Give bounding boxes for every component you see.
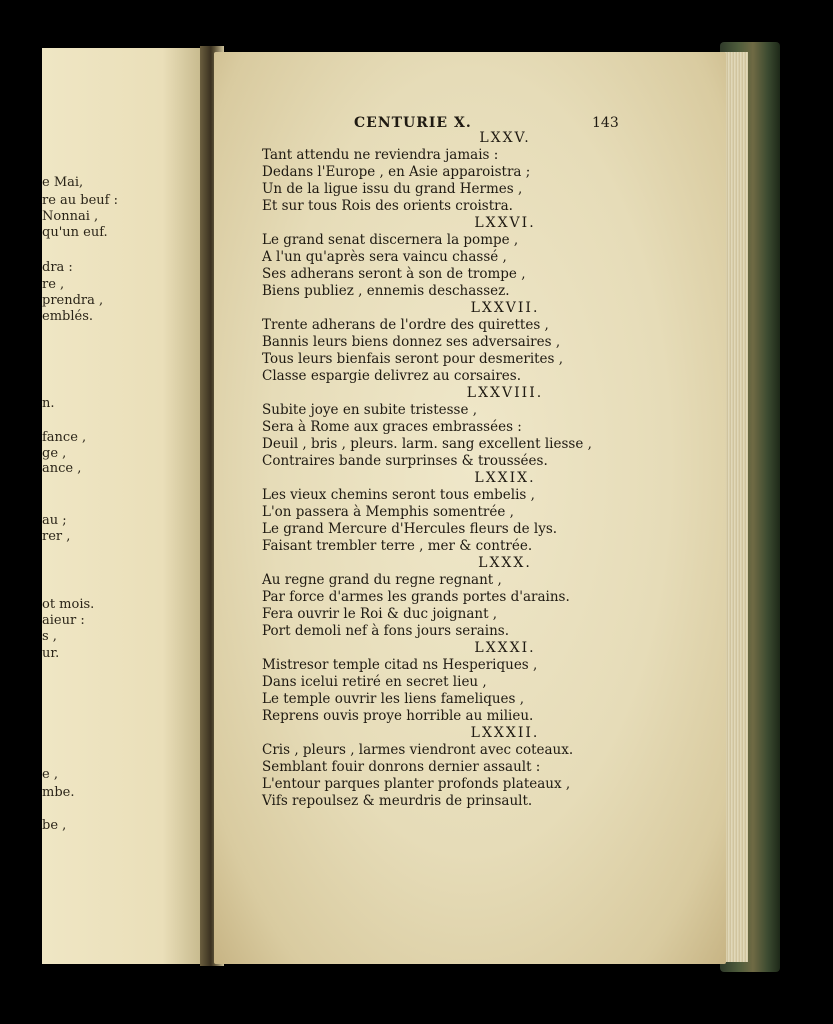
left-page-fragment: ance ,	[42, 461, 82, 476]
verse-line: Classe espargie delivrez au corsaires.	[262, 368, 522, 384]
left-page-fragment: aieur :	[42, 613, 85, 628]
quatrain-numeral: LXXIX.	[474, 470, 536, 486]
verse-line: Les vieux chemins seront tous embelis ,	[262, 487, 535, 503]
left-page-fragment: fance ,	[42, 430, 87, 445]
quatrain-numeral: LXXV.	[479, 130, 531, 146]
verse-line: Le temple ouvrir les liens fameliques ,	[262, 691, 525, 707]
verse-line: Fera ouvrir le Roi & duc joignant ,	[262, 606, 498, 622]
left-page-fragment: prendra ,	[42, 293, 104, 308]
verse-line: Dans icelui retiré en secret lieu ,	[262, 674, 487, 690]
left-page-fragment: re ,	[42, 277, 65, 292]
verse-line: Sera à Rome aux graces embrassées :	[262, 419, 522, 435]
verse-line: L'entour parques planter profonds plateaux ,	[262, 776, 571, 792]
verse-line: Reprens ouvis proye horrible au milieu.	[262, 708, 534, 724]
quatrain-numeral: LXXVII.	[470, 300, 540, 316]
quatrain-numeral: LXXVIII.	[466, 385, 544, 401]
verse-line: Subite joye en subite tristesse ,	[262, 402, 478, 418]
verse-line: Tant attendu ne reviendra jamais :	[262, 147, 499, 163]
verse-line: Tous leurs bienfais seront pour desmerites ,	[262, 351, 564, 367]
running-head: CENTURIE X.	[354, 115, 472, 131]
verse-line: Port demoli nef à fons jours serains.	[262, 623, 510, 639]
left-page-fragment: au ;	[42, 513, 67, 528]
left-page-fragment: ot mois.	[42, 597, 95, 612]
verse-line: Dedans l'Europe , en Asie apparoistra ;	[262, 164, 531, 180]
left-page-fragment: qu'un euf.	[42, 225, 108, 240]
quatrain-numeral: LXXX.	[478, 555, 532, 571]
verse-line: Deuil , bris , pleurs. larm. sang excellent liesse ,	[262, 436, 592, 452]
left-page-fragment: e Mai,	[42, 175, 84, 190]
left-page-fragment: re au beuf :	[42, 193, 119, 208]
verse-line: Un de la ligue issu du grand Hermes ,	[262, 181, 523, 197]
verse-line: Bannis leurs biens donnez ses adversaires ,	[262, 334, 561, 350]
quatrain	[214, 725, 726, 810]
verse-line: Trente adherans de l'ordre des quirettes ,	[262, 317, 549, 333]
verse-line: Le grand Mercure d'Hercules fleurs de lys.	[262, 521, 558, 537]
verse-line: A l'un qu'après sera vaincu chassé ,	[262, 249, 507, 265]
left-page-fragment: n.	[42, 396, 55, 411]
left-page-fragment: dra :	[42, 260, 73, 275]
left-page-fragment: mbe.	[42, 785, 75, 800]
left-page-fragment: be ,	[42, 818, 67, 833]
quatrain-numeral: LXXXII.	[470, 725, 540, 741]
verse-line: L'on passera à Memphis somentrée ,	[262, 504, 514, 520]
quatrain	[214, 555, 726, 640]
quatrain	[214, 640, 726, 725]
verse-line: Au regne grand du regne regnant ,	[262, 572, 502, 588]
left-page-fragment: ur.	[42, 646, 60, 661]
verse-line: Vifs repoulsez & meurdris de prinsault.	[262, 793, 533, 809]
verse-line: Faisant trembler terre , mer & contrée.	[262, 538, 533, 554]
verse-line: Mistresor temple citad ns Hesperiques ,	[262, 657, 538, 673]
quatrain	[214, 300, 726, 385]
quatrain-numeral: LXXXI.	[474, 640, 536, 656]
verse-line: Cris , pleurs , larmes viendront avec coteaux.	[262, 742, 574, 758]
page-number: 143	[592, 115, 619, 131]
left-page-fragment: ge ,	[42, 446, 67, 461]
verse-line: Et sur tous Rois des orients croistra.	[262, 198, 513, 214]
verse-line: Par force d'armes les grands portes d'arains.	[262, 589, 570, 605]
quatrain	[214, 385, 726, 470]
verse-line: Biens publiez , ennemis deschassez.	[262, 283, 510, 299]
quatrain	[214, 130, 726, 215]
verse-line: Ses adherans seront à son de trompe ,	[262, 266, 526, 282]
left-page-fragment: e ,	[42, 767, 58, 782]
left-page-fragment: s ,	[42, 629, 57, 644]
left-page-fragment: Nonnai ,	[42, 209, 99, 224]
left-page-fragment: rer ,	[42, 529, 71, 544]
left-page-fragment: emblés.	[42, 309, 93, 324]
verse-line: Contraires bande surprinses & troussées.	[262, 453, 548, 469]
verse-line: Le grand senat discernera la pompe ,	[262, 232, 519, 248]
verse-line: Semblant fouir donrons dernier assault :	[262, 759, 541, 775]
quatrain	[214, 470, 726, 555]
quatrain-numeral: LXXVI.	[474, 215, 536, 231]
left-page	[42, 48, 214, 964]
right-page	[214, 52, 726, 964]
quatrain	[214, 215, 726, 300]
